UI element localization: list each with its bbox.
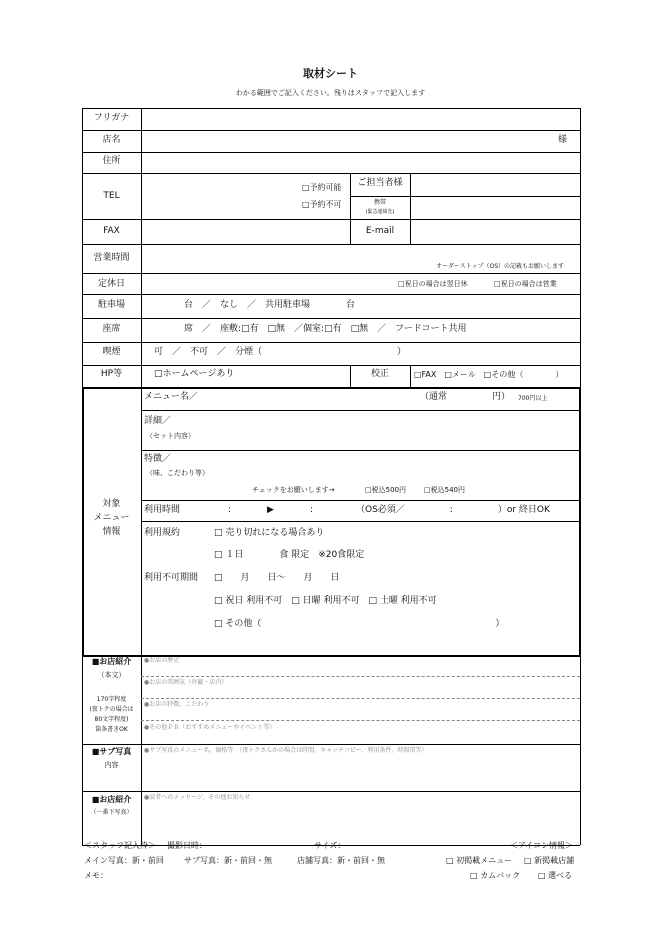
comeback-checkbox[interactable]: □ カムバック: [470, 871, 521, 880]
sub-photo-sub: 内容: [104, 761, 119, 769]
parking-value: 台 ／ なし ／ 共用駐車場 台: [184, 300, 356, 310]
memo-label: メモ：: [84, 871, 108, 880]
holiday-option-next-day[interactable]: □祝日の場合は翌日休: [398, 280, 468, 288]
intro2-sub: （一番下写真）: [90, 809, 133, 816]
check-note: チェックをお願いします→: [252, 486, 335, 494]
holiday-label: 定休日: [97, 279, 125, 289]
usage-time-label: 利用時間: [144, 505, 181, 515]
intro2-hint: ●読者へのメッセージ、その他お知らせ: [144, 794, 251, 801]
furigana-label: フリガナ: [93, 113, 130, 123]
target-menu-label: 対象 メニュー 情報: [93, 499, 130, 537]
os-note: （OS必須／ : ）or 終日OK: [356, 505, 550, 515]
unavailable-period-label: 利用不可期間: [144, 573, 199, 583]
sub-photo-status: サブ写真：新・前回・無: [184, 856, 272, 865]
intro-note-1: 170字程度: [96, 696, 127, 703]
new-store-checkbox[interactable]: □ 新掲載店舗: [524, 856, 575, 865]
intro-hint-features: ●お店の特徴、こだわり: [144, 701, 210, 708]
features-label: 特徴／: [144, 454, 172, 464]
parking-label: 駐車場: [97, 300, 125, 310]
terms-label: 利用規約: [144, 528, 181, 538]
selectable-checkbox[interactable]: □ 選べる: [538, 871, 573, 880]
normal-price-label: （通常 円）: [420, 392, 511, 402]
unavailable-days-checkboxes[interactable]: □ 祝日 利用不可 □ 日曜 利用不可 □ 土曜 利用不可: [214, 596, 437, 606]
taste-note: （味、こだわり等）: [146, 469, 209, 477]
shoot-date-label: 撮影日時：: [167, 841, 207, 850]
size-label: サイズ：: [314, 841, 346, 850]
details-label: 詳細／: [144, 416, 172, 426]
proof-label: 校正: [370, 369, 389, 379]
icon-info-label: ＜アイコン情報＞: [510, 841, 573, 850]
sub-photo-hint: ●サブ写真のメニュー名、価格等 （夜トクさんかの場合は時間、キャッチコピー、利用条件、時間帯等）: [144, 747, 428, 754]
intro2-label: ■お店紹介: [91, 795, 132, 804]
fax-label: FAX: [103, 226, 120, 236]
seats-label: 座席: [102, 324, 121, 334]
contact-person-label: ご担当者様: [357, 178, 403, 188]
tax-incl-checkbox[interactable]: □税込540円: [424, 486, 465, 494]
address-label: 住所: [102, 156, 121, 166]
mobile-note: (緊急連絡先): [365, 209, 395, 215]
smoking-value: 可 ／ 不可 ／ 分煙（ ）: [154, 347, 407, 357]
smoking-label: 喫煙: [102, 347, 121, 357]
page-title: 取材シート: [303, 67, 358, 80]
intro-hint-atmosphere: ●お店の雰囲気（外観・店内）: [144, 679, 228, 686]
staff-label: ＜スタッフ記入枠＞: [84, 841, 156, 850]
sub-photo-label: ■サブ写真: [91, 747, 132, 756]
menu-name-label: メニュー名／: [144, 392, 199, 402]
set-contents-note: （セット内容）: [146, 432, 195, 440]
price-min-note: 700円以上: [518, 395, 548, 402]
other-checkbox[interactable]: □ その他（ ）: [214, 619, 505, 629]
intro-note-4: 箇条書きOK: [95, 726, 128, 733]
mobile-label: 携帯: [373, 199, 386, 206]
holiday-option-open[interactable]: □祝日の場合は営業: [494, 280, 557, 288]
tel-label: TEL: [103, 191, 120, 201]
unavailable-period-checkbox[interactable]: □ 月 日〜 月 日: [214, 573, 340, 583]
honorific-label: 様: [558, 135, 568, 145]
intro-sub: （本文）: [97, 671, 126, 679]
page-subtitle: わかる範囲でご記入ください。残りはスタッフで記入します: [235, 89, 426, 97]
intro-note-2: (夜トクの場合は: [89, 706, 134, 713]
store-photo-status: 店舗写真：新・前回・無: [297, 856, 385, 865]
intro-hint-pr: ●その他ＰＲ（おすすめメニューやイベント等）: [144, 724, 276, 731]
hours-label: 営業時間: [93, 253, 130, 263]
order-stop-note: オーダーストップ（OS）の記載もお願いします: [436, 263, 565, 270]
intro-label: ■お店紹介: [91, 657, 132, 666]
daily-limit-checkbox[interactable]: □ １日 食 限定 ※20食限定: [214, 550, 365, 560]
tax-excl-checkbox[interactable]: □税込500円: [365, 486, 406, 494]
seats-value: 席 ／ 座敷:□有 □無 ／個室:□有 □無 ／ フードコート共用: [184, 324, 467, 334]
proof-options[interactable]: □FAX □メール □その他（ ）: [414, 370, 564, 379]
intro-hint-history: ●お店の歴史: [144, 657, 180, 664]
reservation-ok-checkbox[interactable]: □予約可能: [302, 183, 342, 192]
main-photo-status: メイン写真：新・前回: [84, 856, 164, 865]
email-label: E-mail: [365, 226, 395, 236]
reservation-ng-checkbox[interactable]: □予約不可: [302, 200, 342, 209]
intro-note-3: 80文字程度): [94, 716, 129, 723]
hp-label: HP等: [100, 369, 123, 379]
sold-out-checkbox[interactable]: □ 売り切れになる場合あり: [214, 528, 325, 538]
homepage-checkbox[interactable]: □ホームページあり: [154, 369, 235, 379]
usage-time-value: : ▶ :: [228, 505, 313, 515]
first-menu-checkbox[interactable]: □ 初掲載メニュー: [446, 856, 513, 865]
store-name-label: 店名: [102, 135, 121, 145]
